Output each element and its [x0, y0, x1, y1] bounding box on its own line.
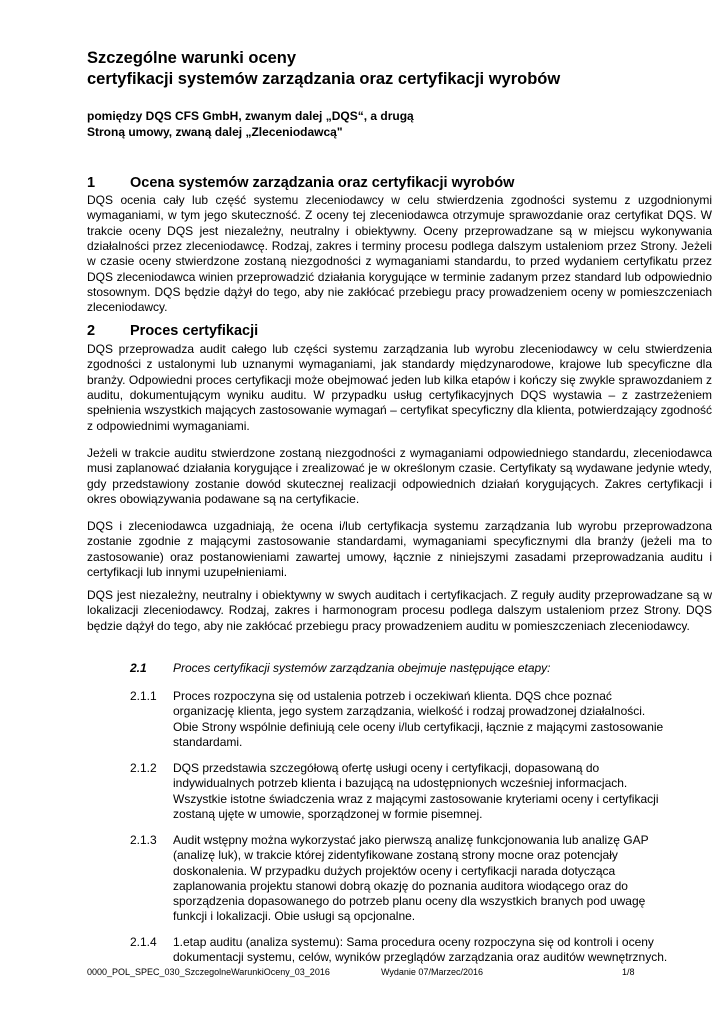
section-2-title: Proces certyfikacji	[130, 323, 259, 339]
intro-line-1: pomiędzy DQS CFS GmbH, zwanym dalej „DQS“, a drugą	[87, 109, 414, 123]
list-item-text: Audit wstępny można wykorzystać jako pierwszą analizę funkcjonowania lub analizę GAP (analizę luk), w trakcie której zidentyfikowane zostaną strony mocne oraz potencjały doskonalenia. W przypadku dużych projektów oceny i certyfikacji narada dotycząca zaplanowania projektu stanowi dobrą okazję do poznania auditora wiodącego oraz do sporządzenia dopasowanego do potrzeb planu oceny dla wszystkich branych pod uwagę funkcji i lokalizacji. Obie usługi są opcjonalne.	[173, 833, 649, 924]
section-1-title: Ocena systemów zarządzania oraz certyfikacji wyrobów	[130, 175, 515, 191]
page-title	[87, 48, 647, 90]
section-2-paragraph-4: DQS jest niezależny, neutralny i obiektywny w swych auditach i certyfikacjach. Z reguły audity przeprowadzane są w lokalizacji zleceniodawcy. Rodzaj, zakres i harmonogram procesu podlega dalszym ustaleniom przez Strony. DQS będzie dążył do tego, aby nie zakłócać przebiegu pracy prowadzeniem auditu w pomieszczeniach zleceniodawcy.	[87, 588, 712, 633]
list-item-number: 2.1.4	[130, 935, 157, 949]
list-item-number: 2.1.1	[130, 689, 157, 703]
section-2-paragraph-2: Jeżeli w trakcie auditu stwierdzone zostaną niezgodności z wymaganiami odpowiedniego standardu, zleceniodawca musi zaplanować działania korygujące i zrealizować je w określonym czasie. Certyfikaty są wydawane jedynie wtedy, gdy przedstawiony zostanie dowód skutecznej realizacji odpowiednich działań korygujących. Zakres certyfikacji i okres obowiązywania podawane są na certyfikacie.	[87, 446, 712, 507]
section-2-number: 2	[87, 323, 96, 339]
footer-document-id: 0000_POL_SPEC_030_SzczegolneWarunkiOceny_03_2016	[87, 967, 330, 977]
section-2-paragraph-3: DQS i zleceniodawca uzgadniają, że ocena i/lub certyfikacja systemu zarządzania lub wyrobu przeprowadzona zostanie zgodnie z mającymi zastosowanie standardami, wymaganiami specyficznymi dla branży (jeżeli ma to zastosowanie) oraz postanowieniami zawartej umowy, łącznie z niniejszymi zasadami przeprowadzania auditu i certyfikacji lub innymi uzupełnieniami.	[87, 519, 712, 580]
section-1-paragraph: DQS ocenia cały lub część systemu zleceniodawcy w celu stwierdzenia zgodności systemu z uzgodnionymi wymaganiami, w tym jego skuteczność. Z oceny tej zleceniodawca otrzymuje sprawozdanie oraz certyfikat DQS. W trakcie oceny DQS jest niezależny, neutralny i obiektywny. Oceny przeprowadzane są w miejscu wykonywania działalności przez zleceniodawcę. Rodzaj, zakres i terminy procesu podlega dalszym ustaleniom przez Strony. Jeżeli w czasie oceny stwierdzone zostaną niezgodności z wymaganiami standardu, to przed wydaniem certyfikatu przez DQS zleceniodawca winien przeprowadzić działania korygujące w terminie zadanym przez standard lub odpowiednio stosownym. DQS będzie dążył do tego, aby nie zakłócać przebiegu pracy prowadzeniem oceny w pomieszczeniach zleceniodawcy.	[87, 193, 712, 315]
intro-line-2: Stroną umowy, zwaną dalej „Zleceniodawcą"	[87, 125, 343, 139]
section-2-paragraph-1: DQS przeprowadza audit całego lub części systemu zarządzania lub wyrobu zleceniodawcy w celu stwierdzenia zgodności z ustalonymi lub uznanymi wymaganiami, jak standardy międzynarodowe, krajowe lub specyficzne dla branży. Odpowiedni proces certyfikacji może obejmować jeden lub kilka etapów i kończy się zwykle sprawozdaniem z auditu, dokumentującym wyniku auditu. W przypadku usług certyfikacyjnych DQS wystawia – z zastrzeżeniem spełnienia wszystkich mających zastosowanie wymagań – certyfikat specyficzny dla klienta, potwierdzający zgodność z odpowiednimi wymaganiami.	[87, 342, 712, 433]
list-item-text: DQS przedstawia szczegółową ofertę usługi oceny i certyfikacji, dopasowaną do indywidualnych potrzeb klienta i bazującą na udostępnionych wcześniej informacjach. Wszystkie istotne świadczenia wraz z mającymi zastosowanie kryteriami oceny i certyfikacji zostaną ujęte w umowie, sporządzonej w formie pisemnej.	[173, 761, 659, 821]
section-1-heading	[87, 174, 514, 192]
subsection-2-1-title: Proces certyfikacji systemów zarządzania obejmuje następujące etapy:	[173, 661, 551, 675]
section-1-number: 1	[87, 175, 96, 191]
list-item-number: 2.1.3	[130, 833, 157, 847]
list-item-text: 1.etap auditu (analiza systemu): Sama procedura oceny rozpoczyna się od kontroli i oceny dokumentacji systemu, celów, wyników przeglądów zarządzania oraz auditów wewnętrznych.	[173, 935, 668, 965]
footer-page-number: 1/8	[622, 967, 635, 977]
parties-intro	[87, 108, 647, 140]
title-line-1: Szczególne warunki oceny	[87, 49, 297, 67]
list-item-number: 2.1.2	[130, 761, 157, 775]
list-item-text: Proces rozpoczyna się od ustalenia potrzeb i oczekiwań klienta. DQS chce poznać organizację klienta, jego system zarządzania, wielkość i rodzaj prowadzonej działalności. Obie Strony wspólnie definiują cele oceny i/lub certyfikacji, łącznie z mającymi zastosowanie standardami.	[173, 689, 664, 749]
subsection-2-1-number: 2.1	[130, 661, 147, 675]
footer-edition: Wydanie 07/Marzec/2016	[381, 967, 483, 977]
section-2-heading	[87, 322, 258, 340]
title-line-2: certyfikacji systemów zarządzania oraz certyfikacji wyrobów	[87, 70, 561, 88]
